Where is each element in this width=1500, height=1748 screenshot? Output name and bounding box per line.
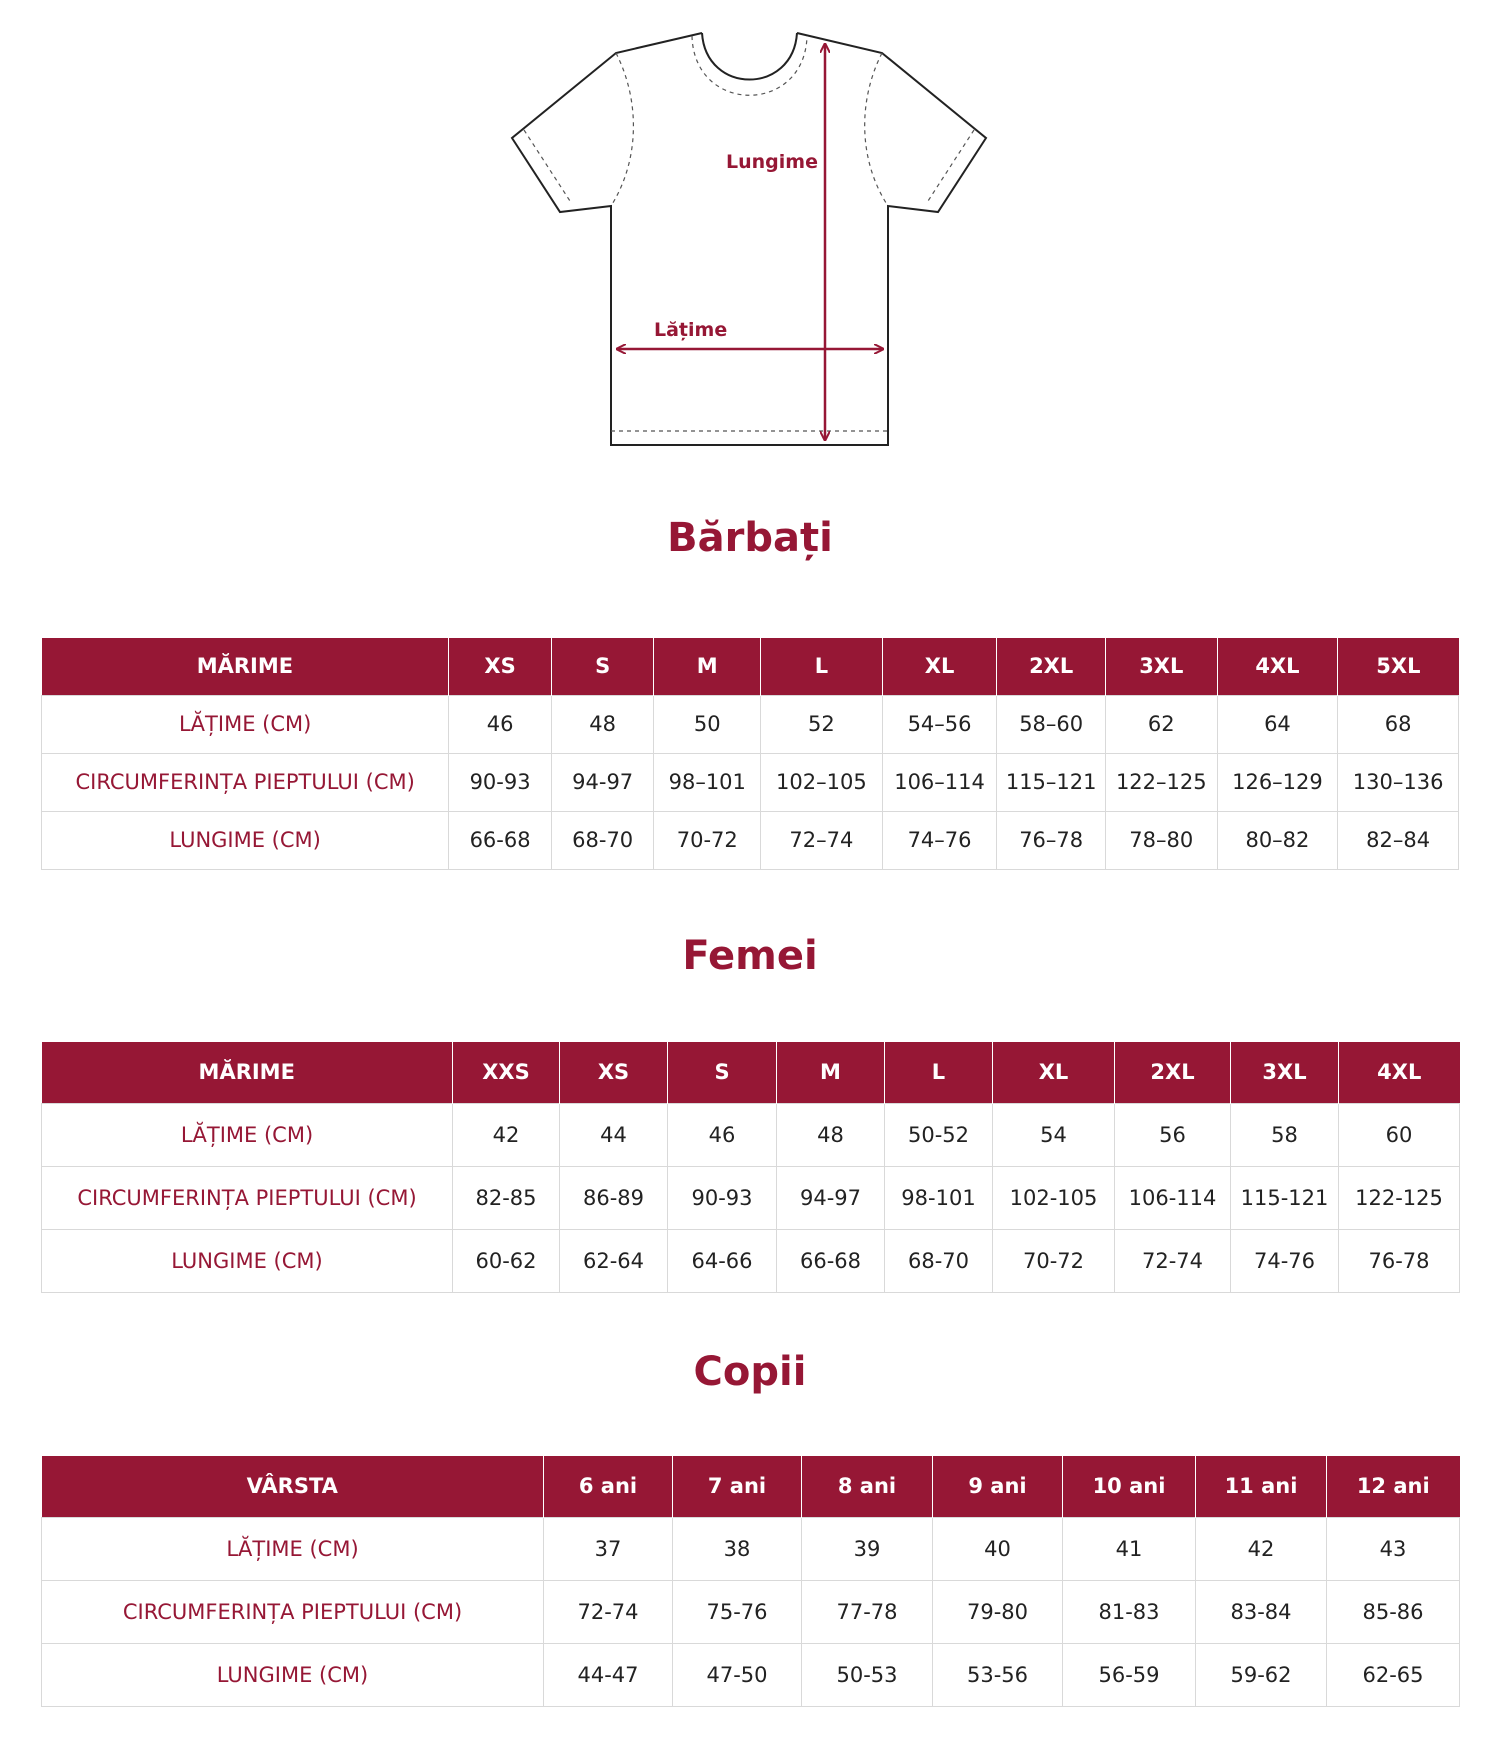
table-row <box>42 1166 1460 1229</box>
table-cell: 74-76 <box>1231 1229 1339 1292</box>
table-cell: 86-89 <box>560 1166 668 1229</box>
header-cell: MĂRIME <box>42 1042 453 1103</box>
table-cell: 82–84 <box>1338 811 1459 869</box>
row-label: LUNGIME (CM) <box>42 1229 453 1292</box>
table-cell: 62-65 <box>1327 1643 1460 1706</box>
table-cell: 72-74 <box>1115 1229 1231 1292</box>
table-cell: 83-84 <box>1196 1580 1327 1643</box>
table-cell: 41 <box>1063 1517 1196 1580</box>
table-cell: 62 <box>1105 695 1217 753</box>
size-table-kids <box>41 1456 1460 1707</box>
header-cell: XL <box>993 1042 1115 1103</box>
table-cell: 56-59 <box>1063 1643 1196 1706</box>
header-cell: XS <box>449 638 552 695</box>
table-cell: 122–125 <box>1105 753 1217 811</box>
section-title-kids: Copii <box>693 1349 807 1395</box>
table-row <box>42 1580 1460 1643</box>
table-cell: 54–56 <box>882 695 997 753</box>
table-cell: 90-93 <box>449 753 552 811</box>
header-cell: 4XL <box>1217 638 1338 695</box>
table-cell: 58 <box>1231 1103 1339 1166</box>
table-cell: 79-80 <box>933 1580 1063 1643</box>
table-cell: 94-97 <box>551 753 654 811</box>
row-label: CIRCUMFERINȚA PIEPTULUI (CM) <box>42 1166 453 1229</box>
table-cell: 115–121 <box>997 753 1106 811</box>
table-row <box>42 1643 1460 1706</box>
header-cell: VÂRSTA <box>42 1456 544 1517</box>
table-cell: 70-72 <box>654 811 761 869</box>
table-cell: 90-93 <box>668 1166 777 1229</box>
table-cell: 85-86 <box>1327 1580 1460 1643</box>
header-cell: 6 ani <box>544 1456 673 1517</box>
table-cell: 72–74 <box>761 811 883 869</box>
header-cell: XL <box>882 638 997 695</box>
header-cell: 2XL <box>1115 1042 1231 1103</box>
header-cell: 9 ani <box>933 1456 1063 1517</box>
header-cell: 2XL <box>997 638 1106 695</box>
header-cell: 3XL <box>1231 1042 1339 1103</box>
table-cell: 106-114 <box>1115 1166 1231 1229</box>
table-cell: 82-85 <box>453 1166 560 1229</box>
header-cell: 10 ani <box>1063 1456 1196 1517</box>
size-table-women <box>41 1042 1460 1293</box>
length-label: Lungime <box>726 151 818 173</box>
table-row <box>42 811 1459 869</box>
row-label: LĂȚIME (CM) <box>42 695 449 753</box>
header-cell: S <box>551 638 654 695</box>
header-cell: S <box>668 1042 777 1103</box>
table-row <box>42 1517 1460 1580</box>
table-cell: 98-101 <box>885 1166 993 1229</box>
table-row <box>42 753 1459 811</box>
table-cell: 39 <box>802 1517 933 1580</box>
table-row <box>42 1229 1460 1292</box>
table-cell: 59-62 <box>1196 1643 1327 1706</box>
header-cell: 12 ani <box>1327 1456 1460 1517</box>
table-cell: 50 <box>654 695 761 753</box>
table-cell: 42 <box>453 1103 560 1166</box>
table-row <box>42 695 1459 753</box>
header-cell: 11 ani <box>1196 1456 1327 1517</box>
table-cell: 68 <box>1338 695 1459 753</box>
table-cell: 78–80 <box>1105 811 1217 869</box>
table-cell: 44 <box>560 1103 668 1166</box>
table-header-row <box>42 638 1459 695</box>
table-cell: 106–114 <box>882 753 997 811</box>
header-cell: 4XL <box>1339 1042 1460 1103</box>
table-cell: 62-64 <box>560 1229 668 1292</box>
table-cell: 48 <box>551 695 654 753</box>
table-cell: 66-68 <box>777 1229 885 1292</box>
header-cell: 5XL <box>1338 638 1459 695</box>
header-cell: 3XL <box>1105 638 1217 695</box>
table-cell: 40 <box>933 1517 1063 1580</box>
table-cell: 81-83 <box>1063 1580 1196 1643</box>
header-cell: 8 ani <box>802 1456 933 1517</box>
tshirt-diagram <box>0 0 1500 460</box>
table-cell: 46 <box>449 695 552 753</box>
section-title-women: Femei <box>682 933 818 979</box>
table-cell: 72-74 <box>544 1580 673 1643</box>
table-cell: 126–129 <box>1217 753 1338 811</box>
table-cell: 66-68 <box>449 811 552 869</box>
table-cell: 56 <box>1115 1103 1231 1166</box>
row-label: LUNGIME (CM) <box>42 1643 544 1706</box>
table-cell: 130–136 <box>1338 753 1459 811</box>
header-cell: XXS <box>453 1042 560 1103</box>
header-cell: L <box>761 638 883 695</box>
row-label: LĂȚIME (CM) <box>42 1103 453 1166</box>
table-cell: 94-97 <box>777 1166 885 1229</box>
header-cell: MĂRIME <box>42 638 449 695</box>
table-cell: 98–101 <box>654 753 761 811</box>
header-cell: 7 ani <box>673 1456 802 1517</box>
header-cell: M <box>777 1042 885 1103</box>
header-cell: XS <box>560 1042 668 1103</box>
table-cell: 37 <box>544 1517 673 1580</box>
table-cell: 60 <box>1339 1103 1460 1166</box>
header-cell: L <box>885 1042 993 1103</box>
row-label: CIRCUMFERINȚA PIEPTULUI (CM) <box>42 1580 544 1643</box>
table-cell: 76-78 <box>1339 1229 1460 1292</box>
table-cell: 80–82 <box>1217 811 1338 869</box>
table-cell: 42 <box>1196 1517 1327 1580</box>
row-label: CIRCUMFERINȚA PIEPTULUI (CM) <box>42 753 449 811</box>
table-cell: 48 <box>777 1103 885 1166</box>
table-cell: 76–78 <box>997 811 1106 869</box>
table-cell: 70-72 <box>993 1229 1115 1292</box>
table-cell: 102–105 <box>761 753 883 811</box>
table-cell: 115-121 <box>1231 1166 1339 1229</box>
table-cell: 75-76 <box>673 1580 802 1643</box>
table-row <box>42 1103 1460 1166</box>
width-label: Lățime <box>654 319 728 341</box>
table-cell: 74–76 <box>882 811 997 869</box>
table-cell: 60-62 <box>453 1229 560 1292</box>
table-cell: 47-50 <box>673 1643 802 1706</box>
table-cell: 122-125 <box>1339 1166 1460 1229</box>
table-cell: 43 <box>1327 1517 1460 1580</box>
table-cell: 58–60 <box>997 695 1106 753</box>
table-cell: 46 <box>668 1103 777 1166</box>
table-cell: 54 <box>993 1103 1115 1166</box>
table-cell: 50-52 <box>885 1103 993 1166</box>
table-cell: 53-56 <box>933 1643 1063 1706</box>
header-cell: M <box>654 638 761 695</box>
table-cell: 77-78 <box>802 1580 933 1643</box>
table-cell: 52 <box>761 695 883 753</box>
row-label: LĂȚIME (CM) <box>42 1517 544 1580</box>
table-cell: 68-70 <box>551 811 654 869</box>
table-cell: 50-53 <box>802 1643 933 1706</box>
tshirt-seams <box>524 36 974 431</box>
section-title-men: Bărbați <box>667 515 833 561</box>
row-label: LUNGIME (CM) <box>42 811 449 869</box>
table-cell: 102-105 <box>993 1166 1115 1229</box>
table-cell: 68-70 <box>885 1229 993 1292</box>
size-table-men <box>41 638 1459 870</box>
table-cell: 64-66 <box>668 1229 777 1292</box>
table-cell: 64 <box>1217 695 1338 753</box>
table-cell: 44-47 <box>544 1643 673 1706</box>
table-cell: 38 <box>673 1517 802 1580</box>
table-header-row <box>42 1042 1460 1103</box>
table-header-row <box>42 1456 1460 1517</box>
